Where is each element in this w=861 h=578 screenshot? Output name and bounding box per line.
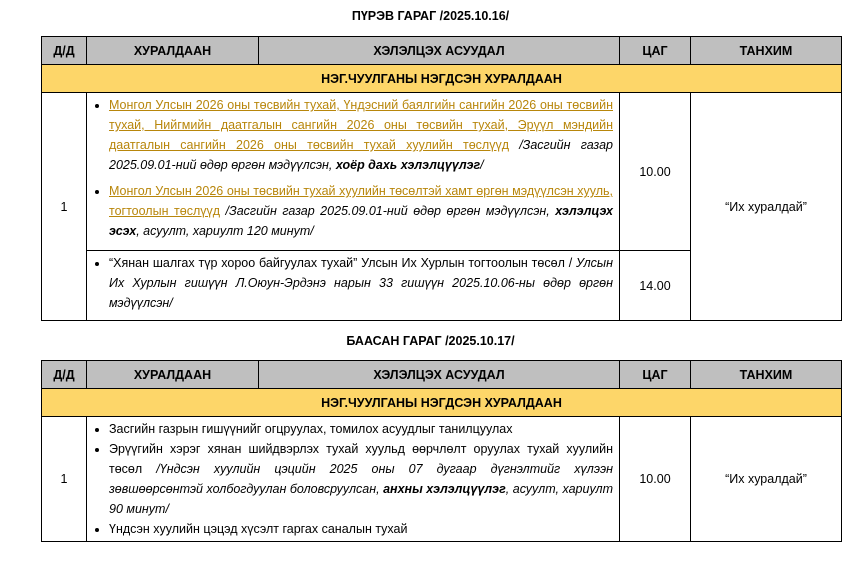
time-cell: 10.00 <box>620 93 691 251</box>
day1-schedule-table <box>41 36 842 321</box>
header-room: ТАНХИМ <box>691 361 842 389</box>
room-cell: “Их хуралдай” <box>691 417 842 542</box>
header-meeting: ХУРАЛДААН <box>87 361 259 389</box>
time-cell: 10.00 <box>620 417 691 542</box>
header-no: Д/Д <box>42 37 87 65</box>
header-no: Д/Д <box>42 361 87 389</box>
agenda-cell <box>87 417 620 542</box>
header-time: ЦАГ <box>620 37 691 65</box>
table-row <box>42 93 842 251</box>
session-title: НЭГ.ЧУУЛГАНЫ НЭГДСЭН ХУРАЛДААН <box>42 65 842 93</box>
list-item: • Засгийн газрын гишүүнийг огцруулах, томилох асуудлыг танилцуулах <box>109 419 613 439</box>
header-time: ЦАГ <box>620 361 691 389</box>
row-number: 1 <box>42 93 87 321</box>
table-header-row <box>42 361 842 389</box>
header-room: ТАНХИМ <box>691 37 842 65</box>
room-cell: “Их хуралдай” <box>691 93 842 321</box>
table-row <box>42 417 842 542</box>
agenda-cell <box>87 251 620 321</box>
list-item: • Эрүүгийн хэрэг хянан шийдвэрлэх тухай хуульд өөрчлөлт оруулах тухай хуулийн төсөл /Үндсэн хуулийн цэцийн 2025 оны 07 дугаар дүгнэлтийг хүлээн зөвшөөрсөнтэй холбогдуулан боловсруулсан, анхны хэлэлцүүлэг, асуулт, хариулт 90 минут/ <box>109 439 613 519</box>
header-agenda: ХЭЛЭЛЦЭХ АСУУДАЛ <box>259 37 620 65</box>
table-header-row <box>42 37 842 65</box>
list-item: • Монгол Улсын 2026 оны төсвийн тухай хуулийн төсөлтэй хамт өргөн мэдүүлсэн хууль, тогтоолын төслүүд /Засгийн газар 2025.09.01-ний өдөр өргөн мэдүүлсэн, хэлэлцэх эсэх, асуулт, хариулт 120 минут/ <box>109 181 613 241</box>
row-number: 1 <box>42 417 87 542</box>
session-title: НЭГ.ЧУУЛГАНЫ НЭГДСЭН ХУРАЛДААН <box>42 389 842 417</box>
agenda-link[interactable]: Монгол Улсын 2026 оны төсвийн тухай, Үндэсний баялгийн сангийн 2026 оны төсвийн тухай, Нийгмийн даатгалын сангийн 2026 оны төсвийн тухай, Эрүүл мэндийн даатгалын сангийн 2026 оны төсвийн тухай хуулийн төслүүд <box>109 98 613 152</box>
day2-schedule-table <box>41 360 842 542</box>
list-item: • Үндсэн хуулийн цэцэд хүсэлт гаргах саналын тухай <box>109 519 613 539</box>
list-item: • Монгол Улсын 2026 оны төсвийн тухай, Үндэсний баялгийн сангийн 2026 оны төсвийн тухай, Нийгмийн даатгалын сангийн 2026 оны төсвийн тухай, Эрүүл мэндийн даатгалын сангийн 2026 оны төсвийн тухай хуулийн төслүүд /Засгийн газар 2025.09.01-ний өдөр өргөн мэдүүлсэн, хоёр дахь хэлэлцүүлэг/ <box>109 95 613 175</box>
list-item: • “Хянан шалгах түр хороо байгуулах тухай” Улсын Их Хурлын тогтоолын төсөл / Улсын Их Хурлын гишүүн Л.Оюун-Эрдэнэ нарын 33 гишүүн 2025.10.06-ны өдөр өргөн мэдүүлсэн/ <box>109 253 613 313</box>
day1-title: ПҮРЭВ ГАРАГ /2025.10.16/ <box>351 9 510 23</box>
agenda-cell <box>87 93 620 251</box>
time-cell: 14.00 <box>620 251 691 321</box>
day2-title: БААСАН ГАРАГ /2025.10.17/ <box>346 334 515 348</box>
agenda-link[interactable]: Монгол Улсын 2026 оны төсвийн тухай хуулийн төсөлтэй хамт өргөн мэдүүлсэн хууль, тогтоолын төслүүд <box>109 184 613 218</box>
header-meeting: ХУРАЛДААН <box>87 37 259 65</box>
header-agenda: ХЭЛЭЛЦЭХ АСУУДАЛ <box>259 361 620 389</box>
